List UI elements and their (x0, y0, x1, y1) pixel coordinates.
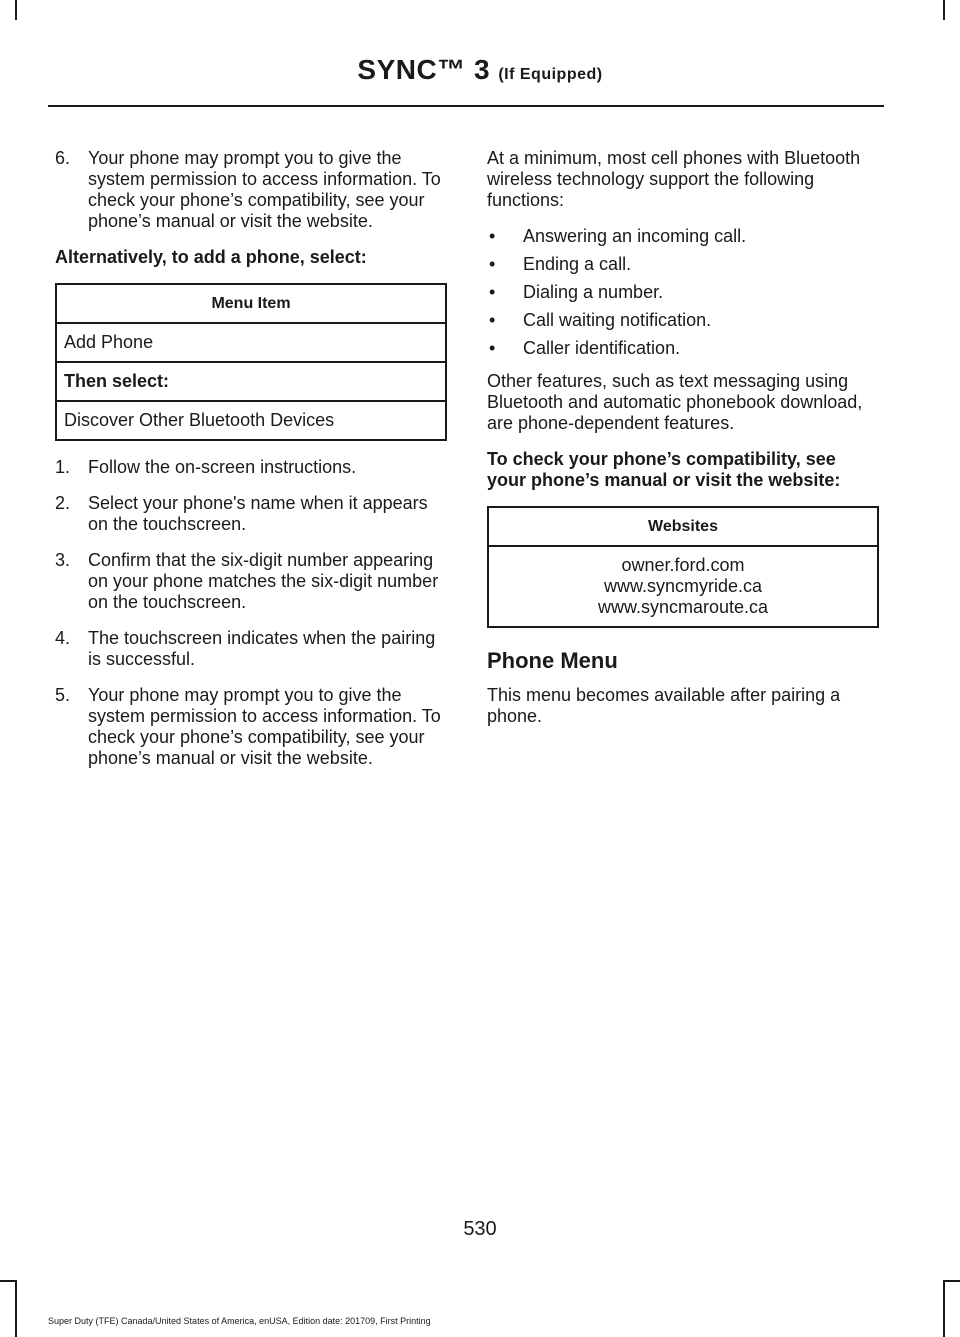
list-item-text: Ending a call. (523, 254, 632, 274)
websites-cell (488, 546, 878, 627)
websites-table (487, 506, 879, 628)
step-text: Your phone may prompt you to give the system permission to access information. To check your phone’s compatibility, see your phone’s manual or visit the website. (88, 685, 441, 768)
page-number: 530 (463, 1218, 497, 1240)
crop-mark-bottom-left-h (0, 1280, 17, 1282)
website-link[interactable]: owner.ford.com (621, 555, 745, 575)
crop-mark-bottom-right-h (943, 1280, 960, 1282)
step-text: The touchscreen indicates when the pairing is successful. (88, 628, 436, 669)
intro-paragraph: At a minimum, most cell phones with Bluetooth wireless technology support the following functions: (487, 148, 861, 210)
step-3 (55, 550, 447, 613)
step-text: Follow the on-screen instructions. (88, 457, 357, 477)
list-item (487, 226, 879, 247)
step-4 (55, 628, 447, 670)
step-number: 5. (55, 685, 71, 705)
step-1 (55, 457, 447, 478)
right-column (487, 148, 879, 742)
step-5 (55, 685, 447, 769)
phone-menu-title: Phone Menu (487, 648, 618, 673)
website-link[interactable]: www.syncmaroute.ca (597, 597, 769, 617)
compatibility-heading: To check your phone’s compatibility, see your phone’s manual or visit the website: (487, 449, 841, 490)
menu-row-discover-devices: Discover Other Bluetooth Devices (56, 401, 446, 440)
list-item (487, 338, 879, 359)
bullet-marker: • (489, 254, 496, 274)
step-number: 6. (55, 148, 71, 168)
list-item (487, 282, 879, 303)
bullet-marker: • (489, 310, 496, 330)
websites-table-header: Websites (488, 507, 878, 546)
header-divider (48, 105, 884, 107)
list-item-text: Call waiting notification. (523, 310, 712, 330)
crop-mark-bottom-right (943, 1280, 945, 1337)
step-text: Select your phone's name when it appears on the touchscreen. (88, 493, 428, 534)
step-number: 3. (55, 550, 71, 570)
menu-row-then-select: Then select: (56, 362, 446, 401)
menu-table-header: Menu Item (56, 284, 446, 323)
list-item-text: Answering an incoming call. (523, 226, 747, 246)
step-number: 2. (55, 493, 71, 513)
header-subtitle: (If Equipped) (498, 66, 603, 83)
menu-row-add-phone: Add Phone (56, 323, 446, 362)
website-link[interactable]: www.syncmyride.ca (603, 576, 763, 596)
left-column (55, 148, 447, 784)
step-text: Confirm that the six-digit number appearing on your phone matches the six-digit number on the touchscreen. (88, 550, 439, 612)
step-text: Your phone may prompt you to give the system permission to access information. To check your phone’s compatibility, see your phone’s manual or visit the website. (88, 148, 441, 231)
bullet-marker: • (489, 226, 496, 246)
step-number: 4. (55, 628, 71, 648)
crop-mark-bottom-left (15, 1280, 17, 1337)
phone-menu-paragraph: This menu becomes available after pairing a phone. (487, 685, 841, 726)
bullet-marker: • (489, 338, 496, 358)
crop-mark-top-right (943, 0, 945, 20)
menu-item-table (55, 283, 447, 441)
page-header (0, 54, 960, 86)
list-item-text: Caller identification. (523, 338, 681, 358)
step-2 (55, 493, 447, 535)
list-item-text: Dialing a number. (523, 282, 664, 302)
crop-mark-top-left (15, 0, 17, 20)
footer-text: Super Duty (TFE) Canada/United States of America, enUSA, Edition date: 201709, First Printing (48, 1316, 431, 1326)
step-6 (55, 148, 447, 232)
other-features-paragraph: Other features, such as text messaging using Bluetooth and automatic phonebook download, are phone-dependent features. (487, 371, 863, 433)
list-item (487, 310, 879, 331)
bullet-marker: • (489, 282, 496, 302)
list-item (487, 254, 879, 275)
alternative-heading: Alternatively, to add a phone, select: (55, 247, 367, 267)
header-title: SYNC™ 3 (357, 54, 491, 85)
step-number: 1. (55, 457, 71, 477)
